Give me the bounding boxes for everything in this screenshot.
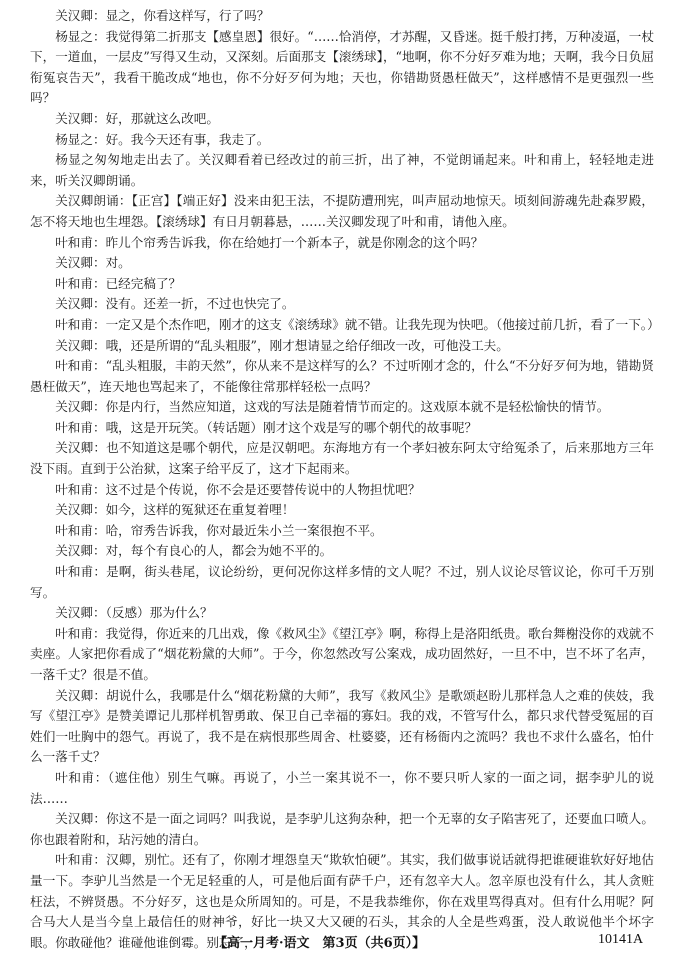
paragraph: 关汉卿：没有。还差一折，不过也快完了。: [55, 296, 295, 312]
paragraph: 叶和甫：“乱头粗服，丰韵天然”，你从来不是这样写的么？不过听刚才念的，什么“不分好歹何为地，错勘贤愚枉做天”，连天地也骂起来了，不能像往常那样轻松一点吗？: [30, 358, 654, 394]
paragraph: 关汉卿：胡说什么，我哪是什么“烟花粉黛的大师”，我写《救风尘》是歌颂赵盼儿那样急人之难的侠妓，我写《望江亭》是赞美谭记儿那样机智勇敢、保卫自己幸福的寡妇。我的戏，不管写什么，都只求代替受冤屈的百姓们一吐胸中的怨气。再说了，我不是在病恨那些周舍、杜婆婆，还有杨衙内之流吗？我也不求什么盛名，怕什么一落千丈？: [30, 687, 654, 765]
exam-page-label: 【高一月考·语文 第3页（共6页）】: [214, 936, 426, 951]
body-text: [30, 6, 660, 953]
paragraph: 叶和甫：昨儿个帘秀告诉我，你在给她打一个新本子，就是你刚念的这个吗？: [55, 234, 484, 250]
paragraph: 关汉卿：对，每个有良心的人，都会为她不平的。: [55, 543, 333, 559]
paragraph: 叶和甫：哈，帘秀告诉我，你对最近朱小兰一案很抱不平。: [55, 522, 383, 538]
paragraph: 关汉卿：你是内行，当然应知道，这戏的写法是随着情节而定的。这戏原本就不是轻松愉快的情节。: [55, 399, 610, 415]
paragraph: 叶和甫：一定又是个杰作吧，刚才的这支《滚绣球》就不错。让我先现为快吧。（他接过前几折，看了一下。）: [55, 316, 660, 332]
paragraph: 关汉卿：哦，还是所谓的“乱头粗服”，刚才想请显之给仔细改一改，可他没工夫。: [55, 337, 509, 353]
paragraph: 叶和甫：是啊，街头巷尾，议论纷纷，更何况你这样多情的文人呢？不过，别人议论尽管议论，你可千万别写。: [30, 564, 654, 600]
paragraph: 关汉卿：你这不是一面之词吗？叫我说，是李驴儿这狗杂种，把一个无辜的女子陷害死了，还要血口喷人。你也跟着附和，玷污她的清白。: [30, 811, 654, 847]
paragraph: 叶和甫：汉卿，别忙。还有了，你刚才埋怨皇天“欺软怕硬”。其实，我们做事说话就得把谁硬谁软好好地估量一下。李驴儿当然是一个无足轻重的人，可是他后面有萨千户，还有忽辛大人。忽辛原也没有什么，其人贪赃枉法，不辨贤愚。不分好歹，这也是众所周知的。可是，不是我恭维你，你在戏里骂得真对。但有什么用呢？阿合马大人是当今皇上最信任的财神爷，好比一块又大又硬的石头，其余的人全是些鸡蛋，没人敢说他半个坏字眼。你敢碰他？谁碰他谁倒霉。别忘了，: [30, 852, 654, 950]
paragraph: 关汉卿：（反感）那为什么？: [55, 605, 213, 621]
paragraph: 叶和甫：（遮住他）别生气嘛。再说了，小兰一案其说不一，你不要只听人家的一面之词，据李驴儿的说法……: [30, 769, 654, 806]
paragraph: 关汉卿：如今，这样的冤狱还在重复着哩！: [55, 502, 295, 518]
paragraph: 关汉卿：显之，你看这样写，行了吗？: [55, 8, 270, 23]
page-footer: [0, 932, 677, 954]
paragraph: 杨显之：我觉得第二折那支【感皇恩】很好。“……恰消停，才苏醒，又昏迷。挺千般打拷，万种凌逼，一杖下，一道血，一层皮”写得又生动，又深刻。后面那支【滚绣球】，“地啊，你不分好歹难为地；天啊，我今日负屈衔冤哀告天”，我看干脆改成“地也，你不分好歹何为地；天也，你错勘贤愚枉做天”，这样感情不是更强烈一些吗？: [30, 28, 654, 106]
paragraph: 关汉卿：好，那就这么改吧。: [55, 110, 219, 126]
paragraph: 杨显之：好。我今天还有事，我走了。: [55, 131, 270, 147]
paragraph: 叶和甫：我觉得，你近来的几出戏，像《救风尘》《望江亭》啊，称得上是洛阳纸贵。歌台舞榭没你的戏就不卖座。人家把你看成了“烟花粉黛的大师”。于今，你忽然改写公案戏，成功固然好，一旦不中，岂不坏了名声，一落千丈？很是不值。: [30, 625, 654, 682]
paragraph: 叶和甫：这不过是个传说，你不会是还要替传说中的人物担忧吧？: [55, 481, 421, 497]
paragraph: 叶和甫：哦，这是开玩笑。（转话题）刚才这个戏是写的哪个朝代的故事呢？: [55, 419, 478, 435]
paragraph: 杨显之匆匆地走出去了。关汉卿看着已经改过的前三折，出了神，不觉朗诵起来。叶和甫上，轻轻地走进来，听关汉卿朗诵。: [30, 152, 654, 188]
paragraph: 关汉卿：对。: [55, 255, 131, 271]
paragraph: 关汉卿：也不知道这是哪个朝代，应是汉朝吧。东海地方有一个孝妇被东阿太守给冤杀了，后来那地方三年没下雨。直到于公治狱，这案子给平反了，这才下起雨来。: [30, 440, 654, 477]
paragraph: 叶和甫：已经完稿了？: [55, 275, 182, 291]
paragraph: 关汉卿朗诵：【正宫】【端正好】没来由犯王法，不提防遭刑宪，叫声屈动地惊天。顷刻间游魂先赴森罗殿，怎不将天地也生埋怨。【滚绣球】有日月朝暮悬，……关汉卿发现了叶和甫，请他入座。: [30, 193, 654, 229]
exam-code: 10141A: [598, 932, 644, 947]
